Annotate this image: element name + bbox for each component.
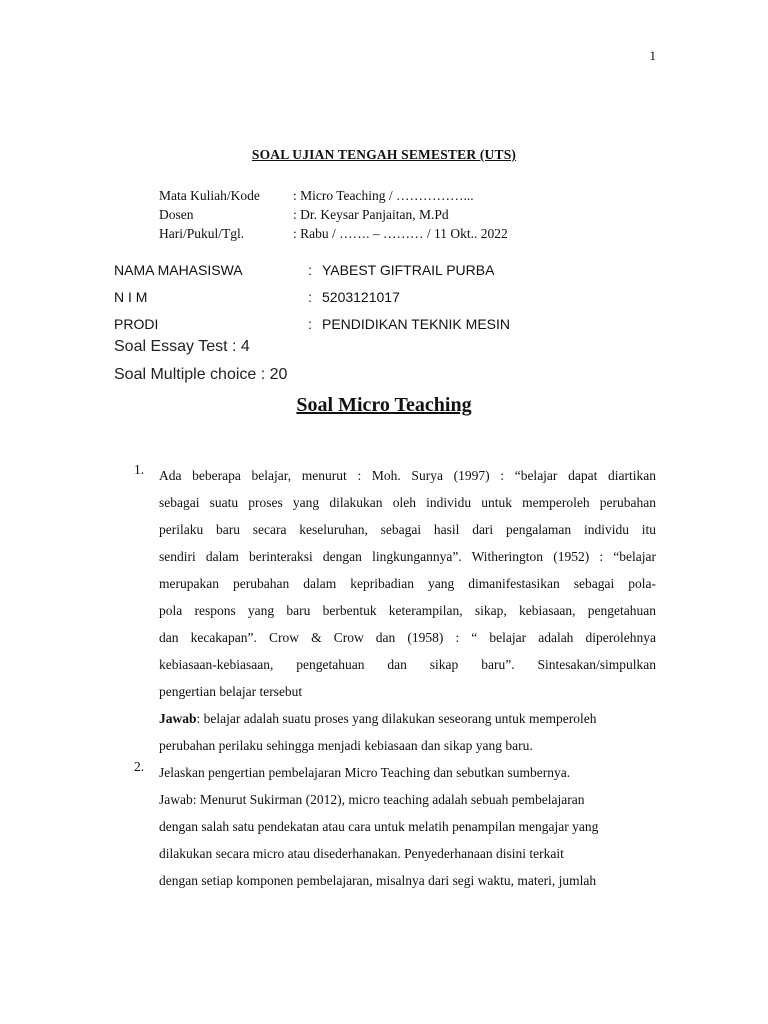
student-info-label: PRODI bbox=[114, 315, 159, 332]
course-info-value: : Rabu / ……. – ……… / 11 Okt.. 2022 bbox=[293, 226, 508, 241]
question-text-line: sendiri dalam berinteraksi dengan lingkungannya”. Witherington (1952) : “belajar bbox=[159, 549, 656, 564]
student-info-row bbox=[114, 283, 510, 310]
multiple-choice-count: Soal Multiple choice : 20 bbox=[114, 366, 288, 383]
question-item bbox=[134, 759, 656, 894]
student-info-value: YABEST GIFTRAIL PURBA bbox=[322, 261, 495, 278]
student-info-value: 5203121017 bbox=[322, 288, 400, 305]
course-info-row bbox=[159, 205, 508, 224]
course-info-label: Hari/Pukul/Tgl. bbox=[159, 226, 245, 241]
question-text-line: kebiasaan-kebiasaan, pengetahuan dan sikap baru”. Sintesakan/simpulkan bbox=[159, 657, 656, 672]
student-info-value: PENDIDIKAN TEKNIK MESIN bbox=[322, 315, 511, 332]
student-info-colon: : bbox=[308, 315, 312, 332]
course-info-value: : Micro Teaching / ……………... bbox=[293, 188, 474, 203]
page-number: 1 bbox=[649, 48, 656, 63]
course-info-label: Mata Kuliah/Kode bbox=[159, 188, 260, 203]
question-counts bbox=[114, 336, 287, 392]
answer-label: Jawab bbox=[159, 711, 197, 726]
course-info-row bbox=[159, 224, 508, 243]
question-text-line: dengan salah satu pendekatan atau cara untuk melatih penampilan mengajar yang bbox=[159, 819, 599, 834]
student-info bbox=[114, 256, 510, 337]
course-info-value: : Dr. Keysar Panjaitan, M.Pd bbox=[293, 207, 449, 222]
question-text-line: merupakan perubahan dalam kepribadian yang dimanifestasikan sebagai pola- bbox=[159, 576, 656, 591]
section-heading: Soal Micro Teaching bbox=[296, 394, 472, 416]
question-text-line: sebagai suatu proses yang dilakukan oleh individu untuk memperoleh perubahan bbox=[159, 495, 656, 510]
student-info-row bbox=[114, 256, 510, 283]
question-number: 2. bbox=[134, 759, 145, 774]
student-info-label: N I M bbox=[114, 288, 148, 305]
student-info-colon: : bbox=[308, 288, 312, 305]
course-info-row bbox=[159, 186, 508, 205]
question-text-line: pengertian belajar tersebut bbox=[159, 684, 303, 699]
question-text-line: dan kecakapan”. Crow & Crow dan (1958) : “ belajar adalah diperolehnya bbox=[159, 630, 656, 645]
question-text-line: dengan setiap komponen pembelajaran, misalnya dari segi waktu, materi, jumlah bbox=[159, 873, 597, 888]
question-list bbox=[134, 462, 656, 894]
course-info-label: Dosen bbox=[159, 207, 194, 222]
exam-title: SOAL UJIAN TENGAH SEMESTER (UTS) bbox=[251, 147, 517, 162]
answer-text: : belajar adalah suatu proses yang dilakukan seseorang untuk memperoleh bbox=[196, 711, 597, 726]
student-info-colon: : bbox=[308, 261, 312, 278]
question-text-line: perilaku baru secara keseluruhan, sebagai hasil dari pengalaman individu itu bbox=[159, 522, 656, 537]
question-text-line: Ada beberapa belajar, menurut : Moh. Surya (1997) : “belajar dapat diartikan bbox=[159, 468, 656, 483]
question-text-line: Jawab: Menurut Sukirman (2012), micro teaching adalah sebuah pembelajaran bbox=[159, 792, 585, 807]
question-number: 1. bbox=[134, 462, 145, 477]
question-text-line: pola respons yang baru berbentuk keterampilan, sikap, kebiasaan, pengetahuan bbox=[159, 603, 656, 618]
essay-count: Soal Essay Test : 4 bbox=[114, 338, 250, 355]
question-body bbox=[159, 462, 656, 759]
course-info bbox=[159, 186, 508, 243]
question-text-line: Jelaskan pengertian pembelajaran Micro Teaching dan sebutkan sumbernya. bbox=[159, 765, 571, 780]
question-body bbox=[159, 759, 656, 894]
answer bbox=[159, 705, 656, 732]
question-item bbox=[134, 462, 656, 759]
answer-text-line: perubahan perilaku sehingga menjadi kebiasaan dan sikap yang baru. bbox=[159, 738, 533, 753]
student-info-label: NAMA MAHASISWA bbox=[114, 261, 243, 278]
student-info-row bbox=[114, 310, 510, 337]
question-text-line: dilakukan secara micro atau disederhanakan. Penyederhanaan disini terkait bbox=[159, 846, 564, 861]
